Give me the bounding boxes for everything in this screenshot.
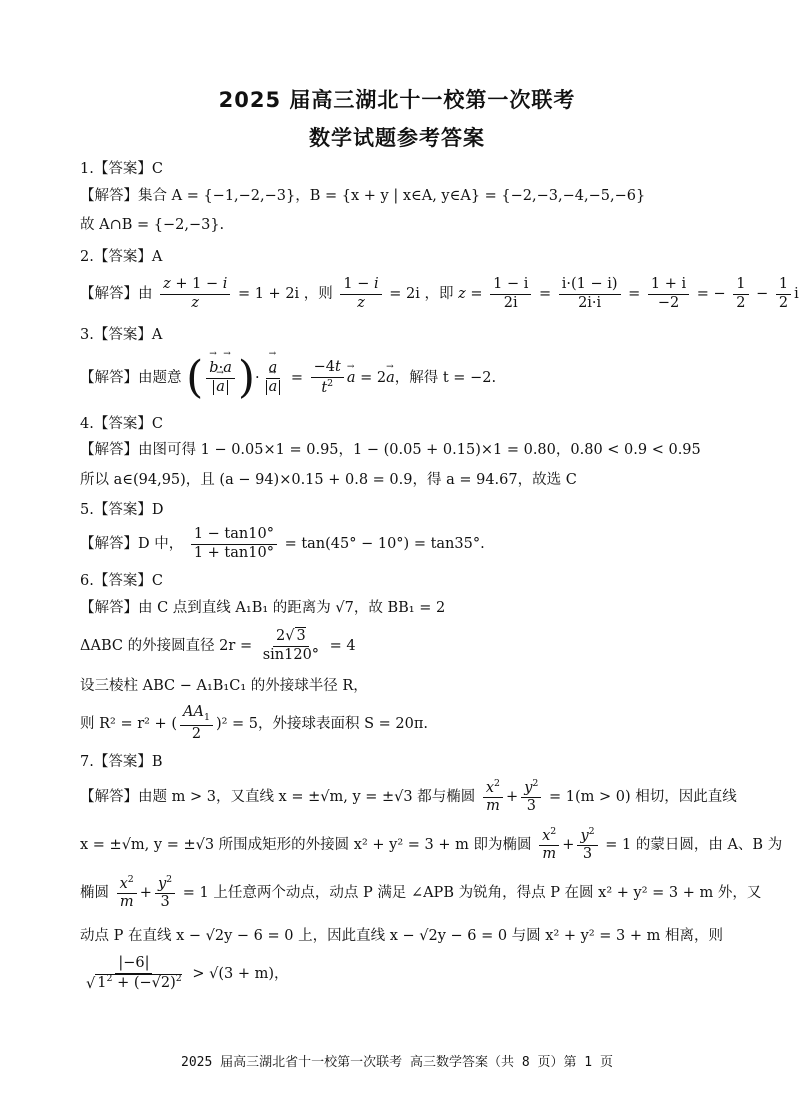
q3-answer: 3.【答案】A [80, 327, 163, 343]
q7-line1-prefix: 【解答】由题 m > 3，又直线 x = ±√m, y = ±√3 都与椭圆 [80, 789, 476, 805]
q1-answer: 1.【答案】C [80, 161, 163, 177]
q4-line1: 【解答】由图可得 1 − 0.05×1 = 0.95，1 − (0.05 + 0.15)×1 = 0.80，0.80 < 0.9 < 0.95 [80, 442, 701, 458]
q5-expl-suffix: = tan(45° − 10°) = tan35°. [284, 536, 485, 552]
q3-fraction-2: → a → a [263, 361, 284, 396]
q6-line2 [80, 624, 356, 668]
q2-explanation: 【解答】由 $\frac{z + 1 - i}{z}$ = 1 + 2i ，则 $\frac{1 - i}{z}$ = 2i ，即 z = $\frac{1 - i}{2i}$ = $\frac{i\cdot(1 - i)}{2i\cdot i}$ = $\frac{1 + i}{-2}$ = − $\frac{1}{2}$ − $\frac{1}{2}$ i [80, 275, 799, 311]
q6-line2-suffix: = 4 [329, 638, 356, 654]
q7-line1: 【解答】由题 m > 3，又直线 x = ±√m, y = ±√3 都与椭圆 $\frac{x^2}{m}$ + $\frac{y^2}{3}$ = 1(m > 0) 相切，因此直线 [80, 777, 737, 815]
q5-answer: 5.【答案】D [80, 502, 164, 518]
page-title: 2025 届高三湖北十一校第一次联考 [218, 88, 576, 112]
q6-line1: 【解答】由 C 点到直线 A₁B₁ 的距离为 √7，故 BB₁ = 2 [80, 600, 446, 616]
q2-fraction-4: $\frac{i\cdot(1 - i)}{2i\cdot i}$ [559, 277, 621, 312]
q7-line3-suffix: = 1 上任意两个动点，动点 P 满足 ∠APB 为锐角，得点 P 在圆 x² + y² = 3 + m 外，又 [182, 885, 762, 901]
q7-line2: x = ±√m, y = ±√3 所围成矩形的外接圆 x² + y² = 3 + m 即为椭圆 $\frac{x^2}{m}$ + $\frac{y^2}{3}$ = 1 的蒙日圆，由 A、B 为 [80, 825, 783, 863]
q7-fraction-3: $\frac{x^2}{m}$ [539, 827, 559, 864]
q6-answer: 6.【答案】C [80, 573, 163, 589]
q7-fraction-6: $\frac{y^2}{3}$ [155, 875, 175, 912]
q6-fraction-2: $\frac{AA_1}{2}$ [180, 705, 213, 742]
q5-fraction: $\frac{1 - \tan 10^\circ}{1 + \tan 10^\circ}$ [191, 527, 277, 562]
q2-fraction-7: $\frac{1}{2}$ [776, 277, 791, 312]
q7-line2-prefix: x = ±√m, y = ±√3 所围成矩形的外接圆 x² + y² = 3 + m 即为椭圆 [80, 837, 532, 853]
q6-line4-prefix: 则 R² = r² + ( [80, 716, 177, 732]
q7-line5-suffix: > √(3 + m)， [192, 966, 289, 982]
q7-fraction-1: $\frac{x^2}{m}$ [483, 779, 503, 816]
q3-fraction-3: $\frac{-4t}{t^2}$ [311, 360, 344, 397]
q6-line2-prefix: ΔABC 的外接圆直径 2r = [80, 638, 253, 654]
q2-fraction-5: $\frac{1 + i}{-2}$ [648, 277, 689, 312]
q1-conclusion: 故 A∩B = {−2,−3}. [80, 217, 225, 233]
q3-explanation: 【解答】由题意 ( → b·→ a → a )· → a → a = $\frac{-4t}{t^2}$ → a = 2→ a，解得 t = −2. [80, 348, 496, 408]
q7-answer: 7.【答案】B [80, 754, 163, 770]
q1-explanation: 【解答】集合 A = {−1,−2,−3}，B = {x + y | x∈A, y∈A} = {−2,−3,−4,−5,−6} [80, 188, 646, 204]
q3-fraction-1: → b·→ a → a [206, 361, 235, 396]
q5-expl-prefix: 【解答】D 中， [80, 536, 184, 552]
q6-line4 [80, 702, 428, 746]
q7-line1-suffix: = 1(m > 0) 相切，因此直线 [549, 789, 737, 805]
q7-fraction-5: $\frac{x^2}{m}$ [117, 875, 137, 912]
q3-expl-prefix: 【解答】由题意 [80, 370, 182, 386]
q2-expl-prefix: 【解答】由 [80, 286, 153, 302]
q5-explanation [80, 522, 485, 566]
q7-fraction-4: $\frac{y^2}{3}$ [577, 827, 597, 864]
q7-line3-prefix: 椭圆 [80, 885, 109, 901]
page-subtitle: 数学试题参考答案 [309, 126, 485, 150]
q7-fraction-2: $\frac{y^2}{3}$ [521, 779, 541, 816]
q4-answer: 4.【答案】C [80, 416, 163, 432]
page-footer: 2025 届高三湖北省十一校第一次联考 高三数学答案（共 8 页）第 1 页 [181, 1055, 613, 1070]
q6-line4-suffix: )² = 5，外接球表面积 S = 20π. [215, 716, 428, 732]
q7-line4: 动点 P 在直线 x − √2y − 6 = 0 上，因此直线 x − √2y − 6 = 0 与圆 x² + y² = 3 + m 相离，则 [80, 928, 723, 944]
q2-answer: 2.【答案】A [80, 249, 163, 265]
q6-fraction-1: $\frac{2√ 3}{\sin 120^\circ}$ [262, 627, 320, 663]
q4-line2: 所以 a∈(94,95)，且 (a − 94)×0.15 + 0.8 = 0.9，得 a = 94.67，故选 C [80, 472, 577, 488]
q7-line5 [80, 952, 289, 996]
q2-fraction-3: $\frac{1 - i}{2i}$ [490, 277, 531, 312]
q6-line3: 设三棱柱 ABC − A₁B₁C₁ 的外接球半径 R， [80, 678, 368, 694]
q7-line2-suffix: = 1 的蒙日圆，由 A、B 为 [605, 837, 783, 853]
q2-fraction-2: $\frac{1 - i}{z}$ [340, 277, 381, 312]
q7-line3: 椭圆 $\frac{x^2}{m}$ + $\frac{y^2}{3}$ = 1 上任意两个动点，动点 P 满足 ∠APB 为锐角，得点 P 在圆 x² + y² = 3 + m 外，又 [80, 873, 762, 911]
q2-fraction-1: $\frac{z + 1 - i}{z}$ [160, 277, 230, 312]
q7-fraction-7: $\frac{|-6|}{√ 1^2 + (-√2)^2}$ [86, 954, 182, 992]
q3-expl-suffix: ，解得 t = −2. [394, 370, 497, 386]
q2-fraction-6: $\frac{1}{2}$ [733, 277, 748, 312]
